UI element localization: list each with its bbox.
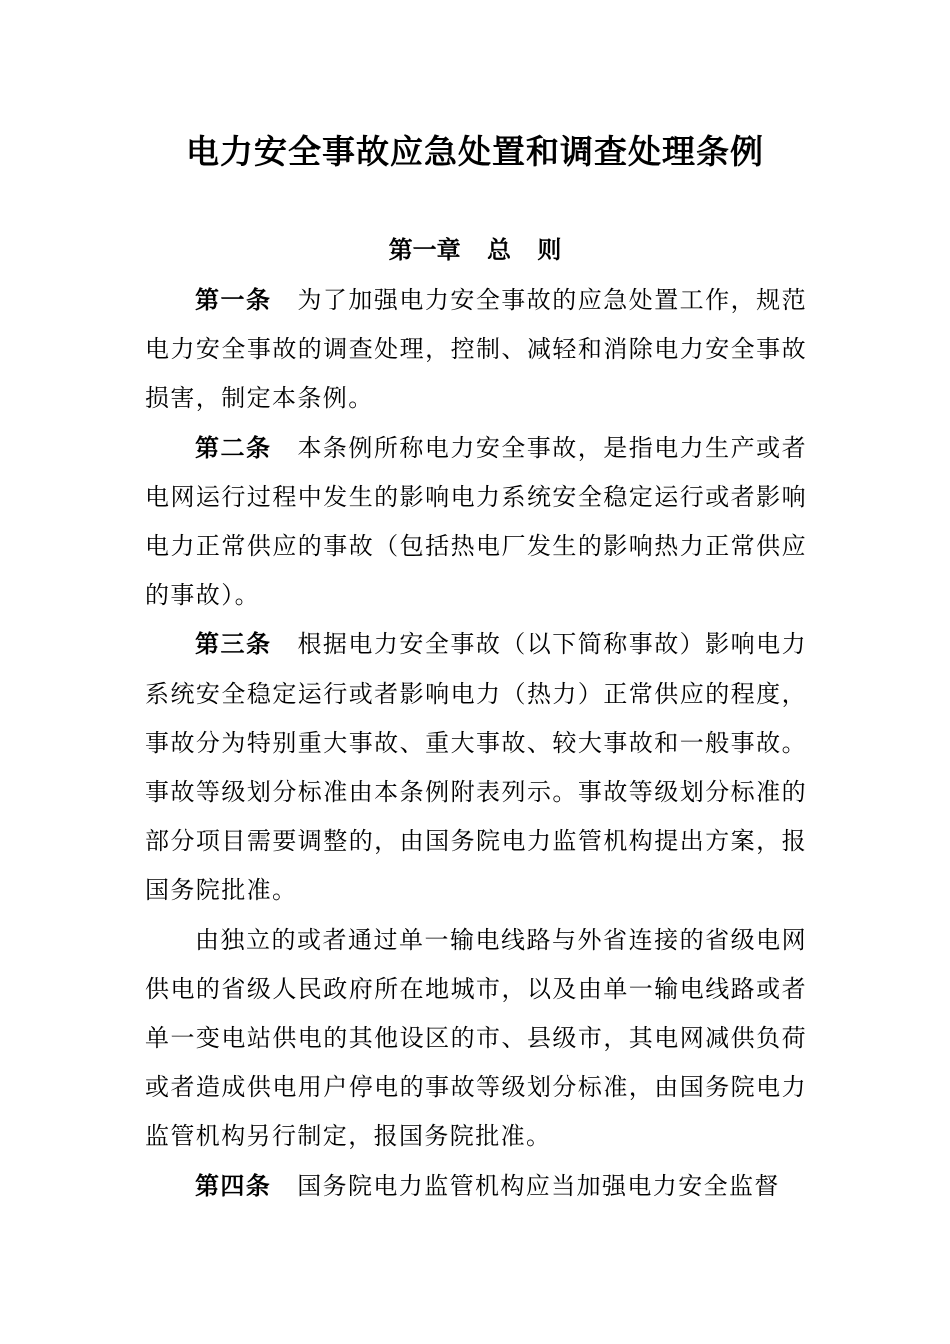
article-paragraph [145, 620, 807, 915]
article-text: 国务院电力监管机构应当加强电力安全监督 [297, 1171, 780, 1200]
article-number: 第一条 [195, 286, 272, 314]
article-number: 第四条 [195, 1171, 272, 1200]
article-paragraph [145, 1162, 807, 1211]
article-paragraph [145, 424, 807, 621]
article-number: 第三条 [195, 630, 272, 659]
article-text: 为了加强电力安全事故的应急处置工作，规范电力安全事故的调查处理，控制、减轻和消除电力安全事故损害，制定本条例。 [145, 286, 808, 413]
article-paragraph [145, 276, 807, 424]
paragraph-text: 由独立的或者通过单一输电线路与外省连接的省级电网供电的省级人民政府所在地城市，以及由单一输电线路或者单一变电站供电的其他设区的市、县级市，其电网减供负荷或者造成供电用户停电的事故等级划分标准，由国务院电力监管机构另行制定，报国务院批准。 [145, 925, 807, 1151]
continuation-paragraph [145, 916, 807, 1162]
document-body [145, 276, 807, 1211]
chapter-heading: 第一章 总 则 [388, 236, 562, 264]
document-title: 电力安全事故应急处置和调查处理条例 [186, 132, 764, 171]
article-text: 本条例所称电力安全事故，是指电力生产或者电网运行过程中发生的影响电力系统安全稳定运行或者影响电力正常供应的事故（包括热电厂发生的影响热力正常供应的事故）。 [145, 433, 808, 610]
article-number: 第二条 [195, 433, 272, 462]
article-text: 根据电力安全事故（以下简称事故）影响电力系统安全稳定运行或者影响电力（热力）正常供应的程度，事故分为特别重大事故、重大事故、较大事故和一般事故。事故等级划分标准由本条例附表列示。事故等级划分标准的部分项目需要调整的，由国务院电力监管机构提出方案，报国务院批准。 [145, 630, 808, 905]
